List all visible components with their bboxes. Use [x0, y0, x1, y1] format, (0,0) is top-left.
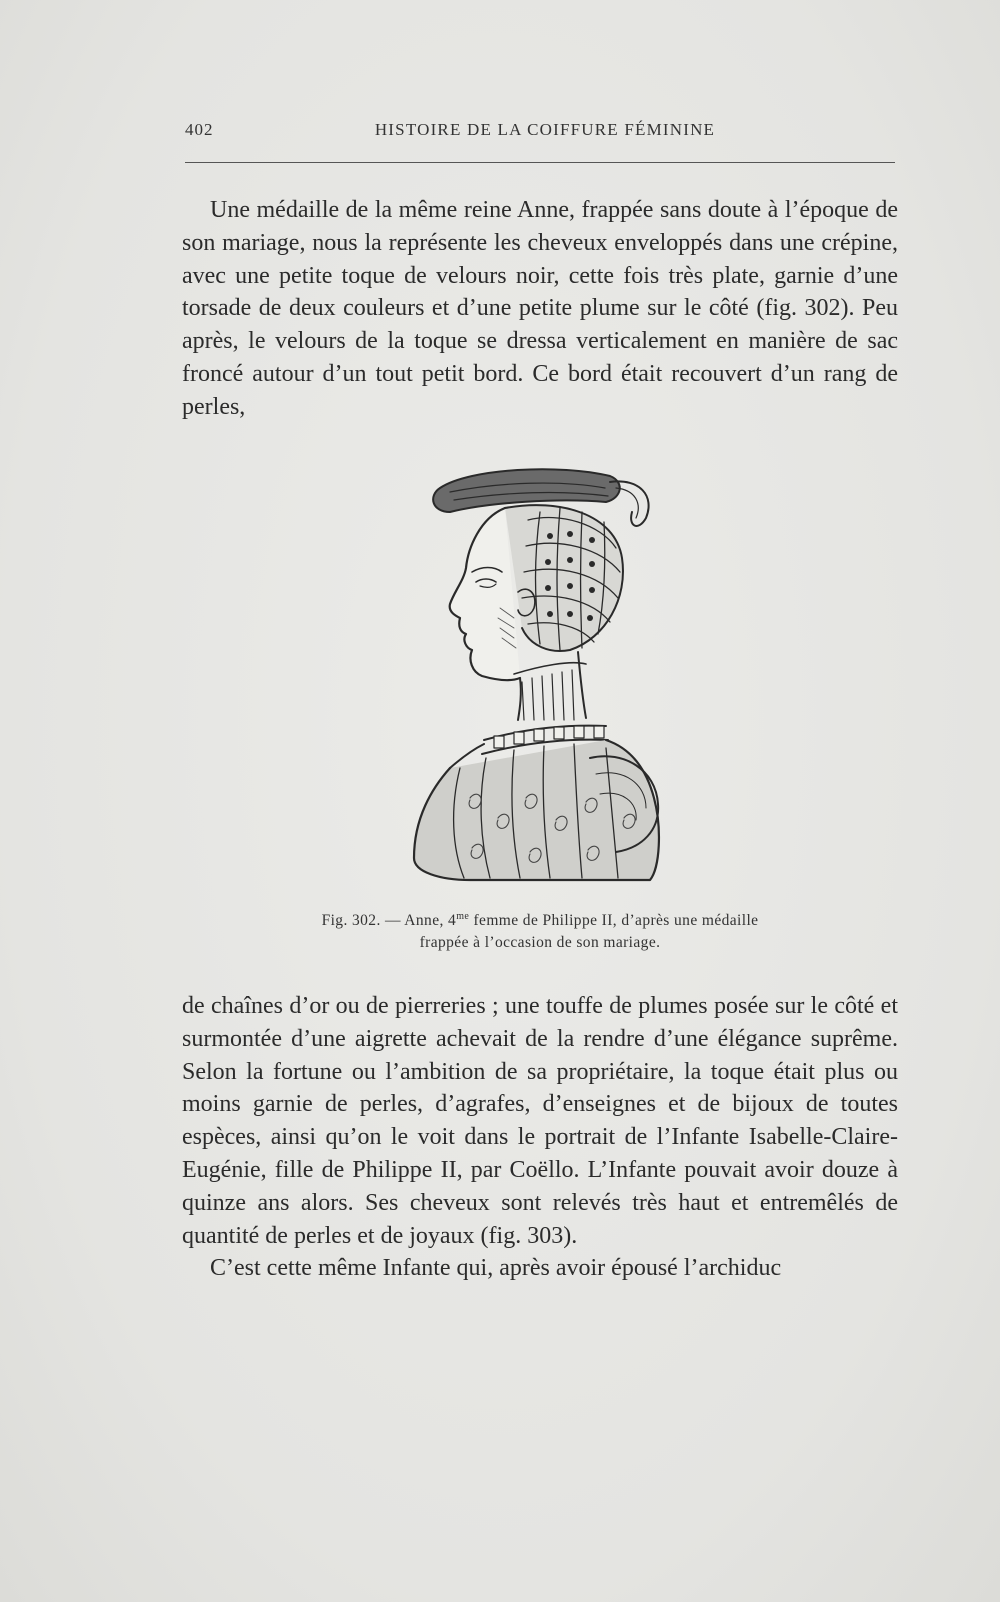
header-rule [185, 162, 895, 163]
figure-302-engraving [410, 468, 680, 888]
paragraph: Une médaille de la même reine Anne, frappée sans doute à l’époque de son mariage, nous la représente les cheveux enveloppés dans une crépine, avec une petite toque de velours noir, cette fois très plate, garnie d’une torsade de deux couleurs et d’une petite plume sur le côté (fig. 302). Peu après, le velours de la toque se dressa verticalement en manière de sac froncé autour d’un tout petit bord. Ce bord était recouvert d’un rang de perles, [182, 197, 898, 420]
caption-line-1: Fig. 302. — Anne, $4^{me}$ femme de Philippe II, d’après une médaille [321, 911, 759, 930]
text-block-top [182, 194, 898, 424]
figure-caption [240, 906, 840, 954]
paragraph: C’est cette même Infante qui, après avoir épousé l’archiduc [210, 1255, 782, 1282]
profile-portrait-illustration [410, 468, 680, 888]
page-number: 402 [185, 120, 214, 139]
text-block-bottom [182, 990, 898, 1285]
paragraph: de chaînes d’or ou de pierreries ; une touffe de plumes posée sur le côté et surmontée d’une aigrette achevait de la rendre d’une élégance suprême. Selon la fortune ou l’ambition de sa propriétaire, la toque était plus ou moins garnie de perles, d’agrafes, d’enseignes et de bijoux de toutes espèces, ainsi qu’on le voit dans le portrait de l’Infante Isabelle-Claire-Eugénie, fille de Philippe II, par Coëllo. L’Infante pouvait avoir douze à quinze ans alors. Ses cheveux sont relevés très haut et entremêlés de quantité de perles et de joyaux (fig. 303). [182, 993, 898, 1249]
running-head [185, 118, 895, 148]
running-title: HISTOIRE DE LA COIFFURE FÉMININE [374, 120, 716, 139]
caption-line-2: frappée à l’occasion de son mariage. [419, 934, 661, 952]
